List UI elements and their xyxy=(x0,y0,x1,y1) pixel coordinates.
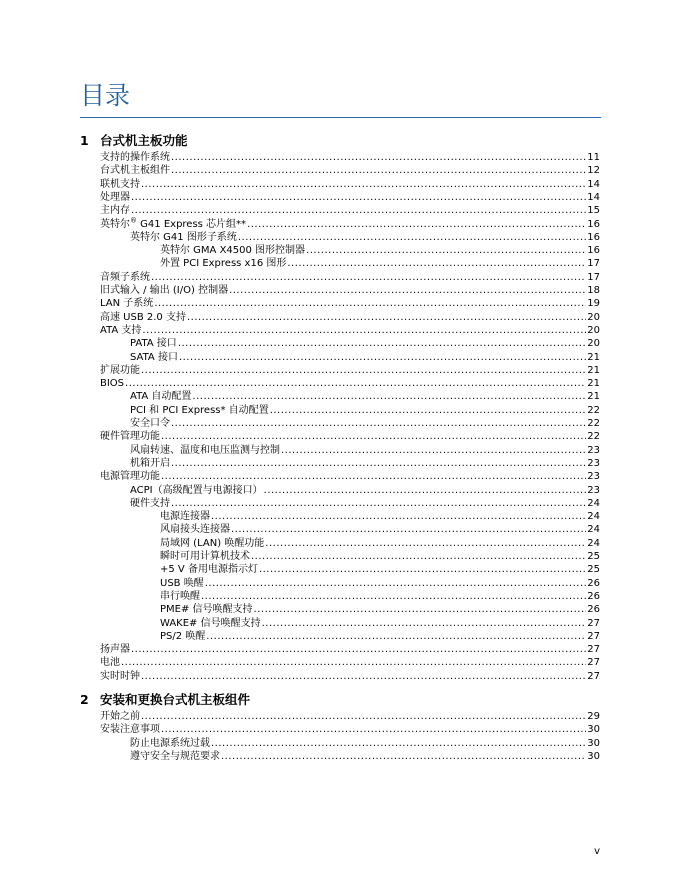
toc-entry-text: 英特尔 GMA X4500 图形控制器 xyxy=(160,245,306,257)
toc-entry[interactable] xyxy=(160,630,600,643)
dot-leader xyxy=(171,457,586,470)
toc-entry-page: 15 xyxy=(587,205,600,217)
toc-entry-page: 30 xyxy=(587,750,600,762)
toc-entry-page: 25 xyxy=(587,551,600,562)
chapter-number: 2 xyxy=(80,692,89,707)
toc-entry-page: 17 xyxy=(587,271,600,283)
dot-leader xyxy=(179,351,586,364)
dot-leader xyxy=(121,656,586,669)
toc-entry-text: BIOS xyxy=(100,378,125,390)
toc-entry-text: 扩展功能 xyxy=(100,364,140,376)
dot-leader xyxy=(259,563,586,576)
toc-entry[interactable] xyxy=(160,257,600,270)
dot-leader xyxy=(141,710,586,723)
toc-entry-text: 防止电源系统过载 xyxy=(130,737,210,749)
toc-entry-text: SATA 接口 xyxy=(130,351,178,363)
toc-entry-text: PCI 和 PCI Express* 自动配置 xyxy=(130,404,269,416)
toc-entry-page: 29 xyxy=(587,711,600,722)
dot-leader xyxy=(287,257,586,270)
toc-entry-text: 硬件管理功能 xyxy=(100,431,160,443)
toc-entry-text: 旧式输入 / 输出 (I/O) 控制器 xyxy=(100,285,229,296)
toc-entry[interactable] xyxy=(160,563,600,576)
dot-leader xyxy=(205,577,587,590)
toc-entry-text: 风扇转速、温度和电压监测与控制 xyxy=(130,444,280,456)
toc-entry[interactable] xyxy=(160,590,600,603)
toc-entry[interactable] xyxy=(130,390,600,403)
toc-entry-text: +5 V 备用电源指示灯 xyxy=(160,564,258,576)
toc-entry-text: 扬声器 xyxy=(100,644,130,656)
toc-entry-page: 19 xyxy=(587,298,600,310)
toc-entry-text: 电源连接器 xyxy=(160,511,210,523)
toc-entry[interactable] xyxy=(160,550,600,563)
toc-entry-page: 21 xyxy=(587,391,600,403)
toc-entry-page: 21 xyxy=(587,378,600,390)
dot-leader xyxy=(141,178,586,191)
dot-leader xyxy=(161,430,586,443)
chapter-heading[interactable] xyxy=(80,691,601,709)
toc-entry-text: 实时时钟 xyxy=(100,670,140,682)
toc-entry-text: 台式机主板组件 xyxy=(100,165,170,177)
toc-entry[interactable] xyxy=(160,617,600,630)
toc-entry-text: 遵守安全与规范要求 xyxy=(130,750,220,762)
toc-entry[interactable] xyxy=(130,337,600,350)
toc-entry-page: 23 xyxy=(587,444,600,456)
toc-entry-text: 串行唤醒 xyxy=(160,590,200,602)
dot-leader xyxy=(171,417,586,430)
toc-entry[interactable] xyxy=(100,723,600,736)
toc-entry[interactable] xyxy=(160,510,600,523)
toc-entry-text: 英特尔 G41 图形子系统 xyxy=(130,231,237,243)
toc-entry-text: 局域网 (LAN) 唤醒功能 xyxy=(160,537,265,549)
toc-entry-page: 16 xyxy=(587,231,600,243)
toc-entry-page: 27 xyxy=(587,630,600,642)
toc-entry-text: USB 唤醒 xyxy=(160,577,204,589)
dot-leader xyxy=(264,484,587,497)
dot-leader xyxy=(151,271,586,284)
dot-leader xyxy=(187,311,586,324)
toc-entry-text: 风扇接头连接器 xyxy=(160,524,230,536)
toc-entry-page: 26 xyxy=(587,590,600,602)
toc-entry[interactable] xyxy=(100,364,600,377)
toc-entry[interactable] xyxy=(100,178,600,191)
dot-leader xyxy=(192,390,586,403)
toc-entry[interactable] xyxy=(100,470,600,483)
toc-entry-page: 26 xyxy=(587,577,600,589)
toc-entry-text: PME# 信号唤醒支持 xyxy=(160,604,253,616)
dot-leader xyxy=(262,617,587,630)
toc-entry-page: 22 xyxy=(587,418,600,429)
dot-leader xyxy=(178,337,586,350)
toc-entry-text: 高速 USB 2.0 支持 xyxy=(100,311,186,323)
toc-entry[interactable] xyxy=(160,603,600,616)
toc-entry-page: 26 xyxy=(587,604,600,616)
toc-entry-text: 瞬时可用计算机技术 xyxy=(160,551,250,562)
dot-leader xyxy=(211,510,586,523)
toc-entry-page: 24 xyxy=(587,537,600,549)
toc-entry-page: 20 xyxy=(587,324,600,336)
toc-entry-page: 30 xyxy=(587,724,600,736)
toc-entry-text: LAN 子系统 xyxy=(100,298,154,310)
toc-entry-text: 电源管理功能 xyxy=(100,471,160,483)
toc-entry-page: 21 xyxy=(587,351,600,363)
toc-entry-page: 18 xyxy=(587,285,600,296)
dot-leader xyxy=(221,750,586,763)
toc-entry-text: PATA 接口 xyxy=(130,338,177,350)
toc-entry-page: 24 xyxy=(587,524,600,536)
toc-entry-text: ATA 自动配置 xyxy=(130,391,192,403)
toc-entry-page: 27 xyxy=(587,670,600,682)
dot-leader xyxy=(154,297,586,310)
toc-entry[interactable] xyxy=(100,271,600,284)
dot-leader xyxy=(141,364,586,377)
toc-entry[interactable] xyxy=(100,656,600,669)
toc-entry-page: 20 xyxy=(587,311,600,323)
toc-entry-text: 开始之前 xyxy=(100,711,140,722)
dot-leader xyxy=(131,204,586,217)
toc-entry[interactable] xyxy=(130,231,600,244)
toc-entry-text: 电池 xyxy=(100,657,120,669)
dot-leader xyxy=(306,244,586,257)
toc-entry[interactable] xyxy=(100,643,600,656)
toc-entry[interactable] xyxy=(130,404,600,417)
chapter-title: 安装和更换台式机主板组件 xyxy=(100,692,251,707)
toc-entry[interactable] xyxy=(100,377,600,390)
dot-leader xyxy=(251,550,586,563)
toc-entry-page: 27 xyxy=(587,617,600,629)
toc-entry-text: 处理器 xyxy=(100,191,130,203)
toc-entry[interactable] xyxy=(100,670,600,683)
dot-leader xyxy=(131,643,586,656)
dot-leader xyxy=(142,324,586,337)
toc-entry[interactable] xyxy=(100,164,600,177)
toc-entry[interactable] xyxy=(100,151,600,164)
toc-entry-page: 24 xyxy=(587,497,600,509)
toc-entry-text: 音频子系统 xyxy=(100,271,150,283)
toc-entry-text: 硬件支持 xyxy=(130,497,170,509)
toc-entry-page: 16 xyxy=(587,245,600,257)
dot-leader xyxy=(254,603,587,616)
toc-entry-text: 外置 PCI Express x16 图形 xyxy=(160,258,287,270)
toc-entry[interactable] xyxy=(160,244,600,257)
toc-entry[interactable] xyxy=(100,710,600,723)
chapter-heading[interactable] xyxy=(80,132,601,150)
toc-entry-text: ACPI（高级配置与电源接口） xyxy=(130,484,263,496)
toc-entry-text: 安全口令 xyxy=(130,418,170,429)
dot-leader xyxy=(161,723,586,736)
toc-entry-page: 23 xyxy=(587,457,600,469)
toc-entry[interactable] xyxy=(130,484,600,497)
toc-entry-text: 支持的操作系统 xyxy=(100,152,170,163)
toc-entry-page: 25 xyxy=(587,564,600,576)
toc-entry[interactable] xyxy=(130,457,600,470)
page-title: 目录 xyxy=(80,81,131,110)
toc-entry[interactable] xyxy=(100,430,600,443)
toc-entry[interactable] xyxy=(100,324,600,337)
toc-entry-page: 22 xyxy=(587,404,600,416)
toc-entry-text: 主内存 xyxy=(100,205,130,217)
toc-entry[interactable] xyxy=(160,577,600,590)
toc-entry-text: ATA 支持 xyxy=(100,324,142,336)
dot-leader xyxy=(171,164,586,177)
toc-entry-page: 27 xyxy=(587,657,600,669)
dot-leader xyxy=(206,630,586,643)
toc-entry[interactable] xyxy=(100,311,600,324)
toc-entry[interactable] xyxy=(160,537,600,550)
toc-entry-page: 16 xyxy=(587,218,600,230)
dot-leader xyxy=(201,590,586,603)
toc-entry-page: 24 xyxy=(587,511,600,523)
chapter-number: 1 xyxy=(80,133,89,148)
toc-entry-page: 27 xyxy=(587,644,600,656)
dot-leader xyxy=(125,377,586,390)
toc-entry[interactable] xyxy=(130,444,600,457)
toc-entry-page: 20 xyxy=(587,338,600,350)
toc-entry-text: WAKE# 信号唤醒支持 xyxy=(160,617,261,629)
dot-leader xyxy=(229,284,586,297)
toc-entry[interactable] xyxy=(130,750,600,763)
toc-entry-page: 22 xyxy=(587,431,600,443)
toc-entry-text: PS/2 唤醒 xyxy=(160,630,206,642)
toc-entry[interactable] xyxy=(100,191,600,204)
dot-leader xyxy=(270,404,587,417)
dot-leader xyxy=(141,670,586,683)
dot-leader xyxy=(171,151,586,164)
toc-entry-text: 机箱开启 xyxy=(130,457,170,469)
toc-entry[interactable] xyxy=(100,204,600,217)
dot-leader xyxy=(265,537,586,550)
dot-leader xyxy=(171,497,586,510)
dot-leader xyxy=(281,444,586,457)
toc-entry-page: 11 xyxy=(587,152,600,163)
toc-entry[interactable] xyxy=(100,218,600,231)
footer-page-number: v xyxy=(594,846,600,857)
title-divider xyxy=(80,117,601,118)
dot-leader xyxy=(131,191,586,204)
toc-entry[interactable] xyxy=(130,351,600,364)
toc-entry[interactable] xyxy=(130,737,600,750)
toc-entry[interactable] xyxy=(130,417,600,430)
dot-leader xyxy=(247,218,586,231)
toc-entry-page: 17 xyxy=(587,258,600,270)
dot-leader xyxy=(211,737,586,750)
toc-entry-page: 12 xyxy=(587,165,600,177)
toc-entry[interactable] xyxy=(130,497,600,510)
toc-entry-page: 23 xyxy=(587,484,600,496)
dot-leader xyxy=(231,523,586,536)
dot-leader xyxy=(161,470,586,483)
toc-entry-page: 21 xyxy=(587,364,600,376)
chapter-title: 台式机主板功能 xyxy=(100,133,188,148)
toc-entry-page: 14 xyxy=(587,178,600,190)
toc-entry[interactable] xyxy=(100,297,600,310)
toc-entry-page: 14 xyxy=(587,191,600,203)
toc-entry-page: 23 xyxy=(587,471,600,483)
toc-entry[interactable] xyxy=(100,284,600,297)
toc-entry[interactable] xyxy=(160,523,600,536)
toc-entry-text: 英特尔® G41 Express 芯片组** xyxy=(100,216,247,230)
toc-entry-text: 安装注意事项 xyxy=(100,724,160,736)
toc-entry-text: 联机支持 xyxy=(100,178,140,190)
toc-entry-page: 30 xyxy=(587,737,600,749)
dot-leader xyxy=(238,231,586,244)
